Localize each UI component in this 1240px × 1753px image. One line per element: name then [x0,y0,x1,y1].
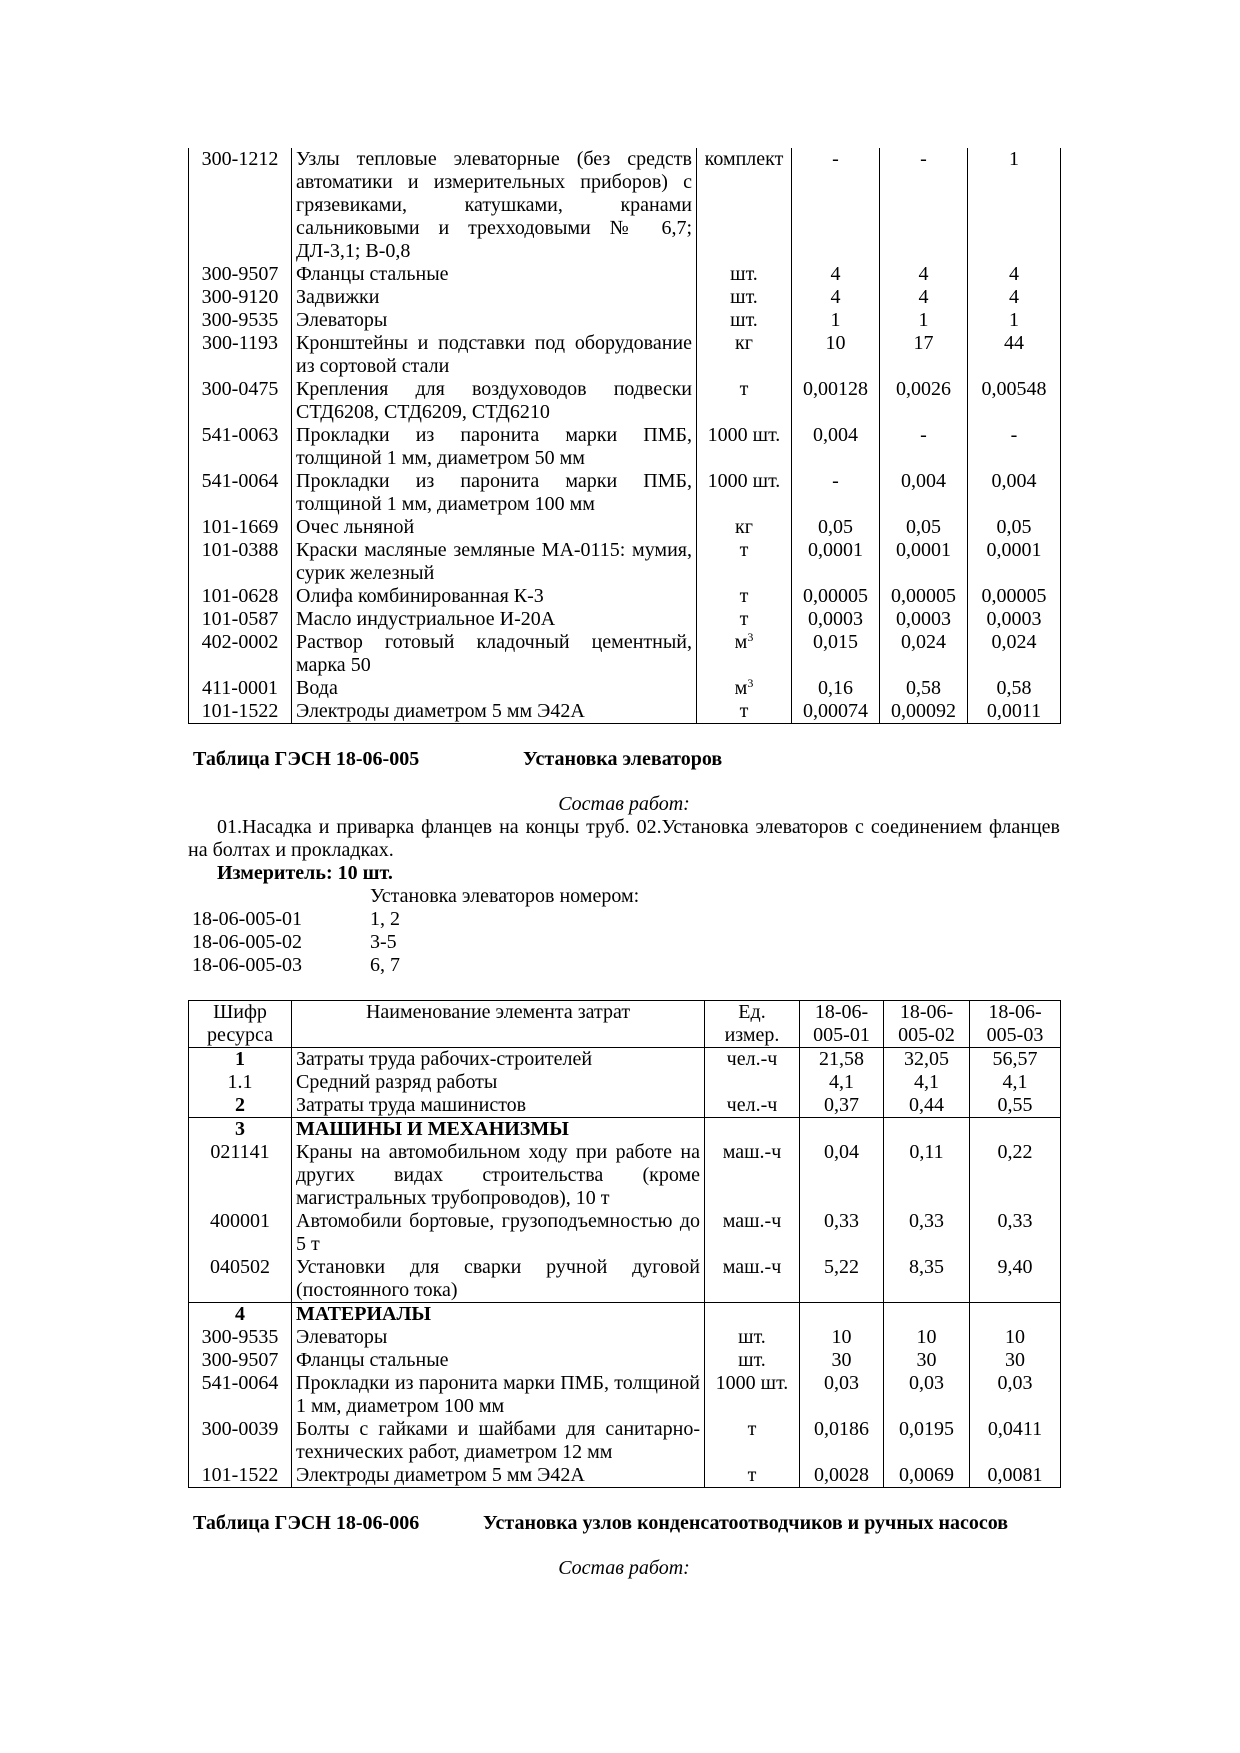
measure-unit: Измеритель: 10 шт. [217,862,393,884]
resource-code: 300-9507 [189,1349,292,1372]
value-col3: 4,1 [970,1071,1061,1094]
resource-name: Затраты труда рабочих-строителей [292,1048,705,1072]
resource-name: Крепления для воздуховодов подвески СТД6208, СТД6209, СТД6210 [292,378,697,424]
resource-name: Элеваторы [292,1326,705,1349]
resource-name: Автомобили бортовые, грузоподъемностью до 5 т [292,1210,705,1256]
value-col3: 0,03 [970,1372,1061,1418]
table-row [189,1210,1061,1256]
resource-code: 300-9507 [189,263,292,286]
resource-name: Электроды диаметром 5 мм Э42А [292,1464,705,1488]
unit: т [705,1418,800,1464]
unit: маш.-ч [705,1256,800,1303]
value-col3: 0,0411 [970,1418,1061,1464]
resource-code: 1 [189,1048,292,1072]
table-row [189,1141,1061,1210]
unit: чел.-ч [705,1048,800,1072]
value-col1: 0,0003 [792,608,880,631]
works-heading: Состав работ: [558,1557,690,1579]
unit: т [697,539,792,585]
empty-cell [884,1303,970,1327]
works-heading: Состав работ: [558,793,690,815]
unit: т [697,700,792,724]
resource-name: Прокладки из паронита марки ПМБ, толщиной 1 мм, диаметром 50 мм [292,424,697,470]
value-col2: 4 [880,286,968,309]
value-col2: - [880,424,968,470]
resource-code: 101-0628 [189,585,292,608]
table-row [189,332,1061,378]
table-row [189,1048,1061,1072]
variant-row [188,954,1060,977]
value-col2: 0,024 [880,631,968,677]
resource-name: Установки для сварки ручной дуговой (постоянного тока) [292,1256,705,1303]
unit: кг [697,516,792,539]
value-col1: 1 [792,309,880,332]
value-col3: 0,0081 [970,1464,1061,1488]
value-col3: 9,40 [970,1256,1061,1303]
resource-code: 402-0002 [189,631,292,677]
value-col2: 0,0195 [884,1418,970,1464]
value-col3: 0,58 [968,677,1061,700]
resource-code: 300-1212 [189,148,292,263]
resource-name: Фланцы стальные [292,1349,705,1372]
unit: шт. [705,1326,800,1349]
header-name: Наименование элемента затрат [292,1001,705,1048]
value-col1: 4 [792,286,880,309]
table-row [189,1372,1061,1418]
resource-code: 541-0064 [189,1372,292,1418]
value-col2: 4 [880,263,968,286]
value-col1: 0,00074 [792,700,880,724]
section-code: 4 [189,1303,292,1327]
unit: т [697,378,792,424]
value-col3: 0,024 [968,631,1061,677]
unit: $м^3$ [697,677,792,700]
variant-value: 1, 2 [370,908,400,930]
table-number: Таблица ГЭСН 18-06-005 [193,748,420,770]
resource-code: 300-9120 [189,286,292,309]
resource-code: 101-1522 [189,700,292,724]
value-col2: 0,00005 [880,585,968,608]
value-col1: 0,00128 [792,378,880,424]
resource-table-continued [188,148,1061,724]
resource-table [188,1000,1061,1488]
unit: 1000 шт. [697,424,792,470]
unit [705,1071,800,1094]
value-col2: 0,004 [880,470,968,516]
resource-name: Прокладки из паронита марки ПМБ, толщиной 1 мм, диаметром 100 мм [292,1372,705,1418]
value-col1: 4,1 [800,1071,884,1094]
value-col3: 0,05 [968,516,1061,539]
value-col1: 21,58 [800,1048,884,1072]
unit: т [705,1464,800,1488]
value-col2: 0,0001 [880,539,968,585]
value-col1: 0,0186 [800,1418,884,1464]
resource-code: 1.1 [189,1071,292,1094]
value-col1: - [792,148,880,263]
table-row [189,608,1061,631]
value-col1: 4 [792,263,880,286]
resource-name: Раствор готовый кладочный цементный, марка 50 [292,631,697,677]
unit: $м^3$ [697,631,792,677]
works-text: 01.Насадка и приварка фланцев на концы труб. 02.Установка элеваторов с соединением фланцев на болтах и прокладках. [188,816,1060,861]
unit: шт. [697,286,792,309]
value-col3: 30 [970,1349,1061,1372]
variant-row [188,931,1060,954]
resource-name: Очес льняной [292,516,697,539]
value-col2: 10 [884,1326,970,1349]
unit: т [697,585,792,608]
value-col2: 0,0026 [880,378,968,424]
value-col2: 0,11 [884,1141,970,1210]
unit: т [697,608,792,631]
unit: маш.-ч [705,1141,800,1210]
value-col3: 0,55 [970,1094,1061,1118]
variant-value: 6, 7 [370,954,400,976]
resource-code: 300-1193 [189,332,292,378]
resource-name: Прокладки из паронита марки ПМБ, толщиной 1 мм, диаметром 100 мм [292,470,697,516]
unit: 1000 шт. [705,1372,800,1418]
empty-cell [705,1118,800,1142]
resource-name: Кронштейны и подставки под оборудование из сортовой стали [292,332,697,378]
unit: маш.-ч [705,1210,800,1256]
table-row [189,378,1061,424]
resource-name: Олифа комбинированная К-3 [292,585,697,608]
resource-name: Средний разряд работы [292,1071,705,1094]
empty-cell [800,1303,884,1327]
section-code: 3 [189,1118,292,1142]
value-col3: 1 [968,309,1061,332]
value-col3: 10 [970,1326,1061,1349]
resource-code: 101-0388 [189,539,292,585]
value-col3: 0,0001 [968,539,1061,585]
resource-code: 300-0475 [189,378,292,424]
table-caption [188,1512,1060,1535]
table-row [189,309,1061,332]
value-col1: - [792,470,880,516]
resource-name: Затраты труда машинистов [292,1094,705,1118]
value-col1: 0,05 [792,516,880,539]
value-col2: 0,58 [880,677,968,700]
resource-name: Фланцы стальные [292,263,697,286]
header-col3: 18-06- 005-03 [970,1001,1061,1048]
value-col2: 1 [880,309,968,332]
resource-name: Электроды диаметром 5 мм Э42А [292,700,697,724]
resource-code: 2 [189,1094,292,1118]
value-col1: 0,0001 [792,539,880,585]
value-col2: 0,05 [880,516,968,539]
table-row [189,470,1061,516]
value-col2: 8,35 [884,1256,970,1303]
document-page [188,148,1060,1580]
resource-name: Элеваторы [292,309,697,332]
resource-code: 300-0039 [189,1418,292,1464]
value-col2: 0,00092 [880,700,968,724]
variant-value: 3-5 [370,931,397,953]
unit: шт. [697,263,792,286]
value-col3: - [968,424,1061,470]
value-col3: 0,0011 [968,700,1061,724]
value-col3: 1 [968,148,1061,263]
value-col3: 0,00548 [968,378,1061,424]
table-row [189,677,1061,700]
value-col1: 10 [800,1326,884,1349]
empty-cell [970,1303,1061,1327]
table-row [189,585,1061,608]
table-row [189,1464,1061,1488]
value-col2: 17 [880,332,968,378]
unit: 1000 шт. [697,470,792,516]
value-col1: 10 [792,332,880,378]
value-col1: 0,33 [800,1210,884,1256]
section-title: МАШИНЫ И МЕХАНИЗМЫ [292,1118,705,1142]
table-title: Установка элеваторов [523,748,723,770]
value-col3: 0,33 [970,1210,1061,1256]
value-col1: 0,03 [800,1372,884,1418]
resource-name: Краны на автомобильном ходу при работе на других видах строительства (кроме магистральных трубопроводов), 10 т [292,1141,705,1210]
value-col1: 0,04 [800,1141,884,1210]
table-title: Установка узлов конденсатоотводчиков и ручных насосов [483,1512,1009,1534]
table-row [189,1349,1061,1372]
value-col2: 0,0003 [880,608,968,631]
unit: шт. [705,1349,800,1372]
table-row [189,539,1061,585]
empty-cell [884,1118,970,1142]
variant-code: 18-06-005-03 [192,954,302,976]
value-col1: 0,004 [792,424,880,470]
table-row [189,263,1061,286]
table-header-row [189,1001,1061,1048]
table-row [189,148,1061,263]
value-col1: 0,16 [792,677,880,700]
unit: шт. [697,309,792,332]
unit: чел.-ч [705,1094,800,1118]
table-row [189,1326,1061,1349]
resource-code: 300-9535 [189,1326,292,1349]
table-row [189,1071,1061,1094]
empty-cell [705,1303,800,1327]
resource-name: Болты с гайками и шайбами для санитарно-технических работ, диаметром 12 мм [292,1418,705,1464]
value-col2: 0,0069 [884,1464,970,1488]
section-row [189,1303,1061,1327]
value-col2: 30 [884,1349,970,1372]
header-col2: 18-06- 005-02 [884,1001,970,1048]
section-title: МАТЕРИАЛЫ [292,1303,705,1327]
value-col2: 0,33 [884,1210,970,1256]
value-col3: 0,22 [970,1141,1061,1210]
value-col1: 0,015 [792,631,880,677]
table-row [189,631,1061,677]
table-row [189,1256,1061,1303]
resource-code: 101-1522 [189,1464,292,1488]
variant-code: 18-06-005-02 [192,931,302,953]
value-col3: 4 [968,263,1061,286]
table-row [189,1418,1061,1464]
table-row [189,286,1061,309]
resource-code: 040502 [189,1256,292,1303]
resource-code: 411-0001 [189,677,292,700]
header-code: Шифр ресурса [189,1001,292,1048]
value-col3: 0,004 [968,470,1061,516]
table-row [189,700,1061,724]
variants-list [188,885,1060,977]
resource-name: Задвижки [292,286,697,309]
value-col2: - [880,148,968,263]
variants-heading: Установка элеваторов номером: [370,885,640,907]
table-row [189,1094,1061,1118]
value-col2: 4,1 [884,1071,970,1094]
variant-row [188,908,1060,931]
variant-code: 18-06-005-01 [192,908,302,930]
value-col1: 0,37 [800,1094,884,1118]
value-col2: 0,03 [884,1372,970,1418]
resource-code: 300-9535 [189,309,292,332]
value-col2: 0,44 [884,1094,970,1118]
resource-code: 541-0064 [189,470,292,516]
resource-code: 101-1669 [189,516,292,539]
table-number: Таблица ГЭСН 18-06-006 [193,1512,420,1534]
value-col1: 0,00005 [792,585,880,608]
table-row [189,424,1061,470]
section-row [189,1118,1061,1142]
header-unit: Ед. измер. [705,1001,800,1048]
value-col2: 32,05 [884,1048,970,1072]
value-col3: 56,57 [970,1048,1061,1072]
resource-code: 101-0587 [189,608,292,631]
value-col3: 4 [968,286,1061,309]
resource-name: Вода [292,677,697,700]
resource-name: Краски масляные земляные МА-0115: мумия, сурик железный [292,539,697,585]
resource-name: Узлы тепловые элеваторные (без средств автоматики и измерительных приборов) с грязевиками, катушками, кранами сальниковыми и трехходовыми № 6,7; ДЛ-3,1; В-0,8 [292,148,697,263]
resource-code: 400001 [189,1210,292,1256]
empty-cell [800,1118,884,1142]
resource-name: Масло индустриальное И-20А [292,608,697,631]
table-row [189,516,1061,539]
value-col3: 44 [968,332,1061,378]
value-col3: 0,0003 [968,608,1061,631]
unit: кг [697,332,792,378]
value-col1: 0,0028 [800,1464,884,1488]
resource-code: 021141 [189,1141,292,1210]
table-caption [188,748,1060,771]
value-col1: 5,22 [800,1256,884,1303]
resource-code: 541-0063 [189,424,292,470]
empty-cell [970,1118,1061,1142]
unit: комплект [697,148,792,263]
header-col1: 18-06- 005-01 [800,1001,884,1048]
value-col1: 30 [800,1349,884,1372]
value-col3: 0,00005 [968,585,1061,608]
